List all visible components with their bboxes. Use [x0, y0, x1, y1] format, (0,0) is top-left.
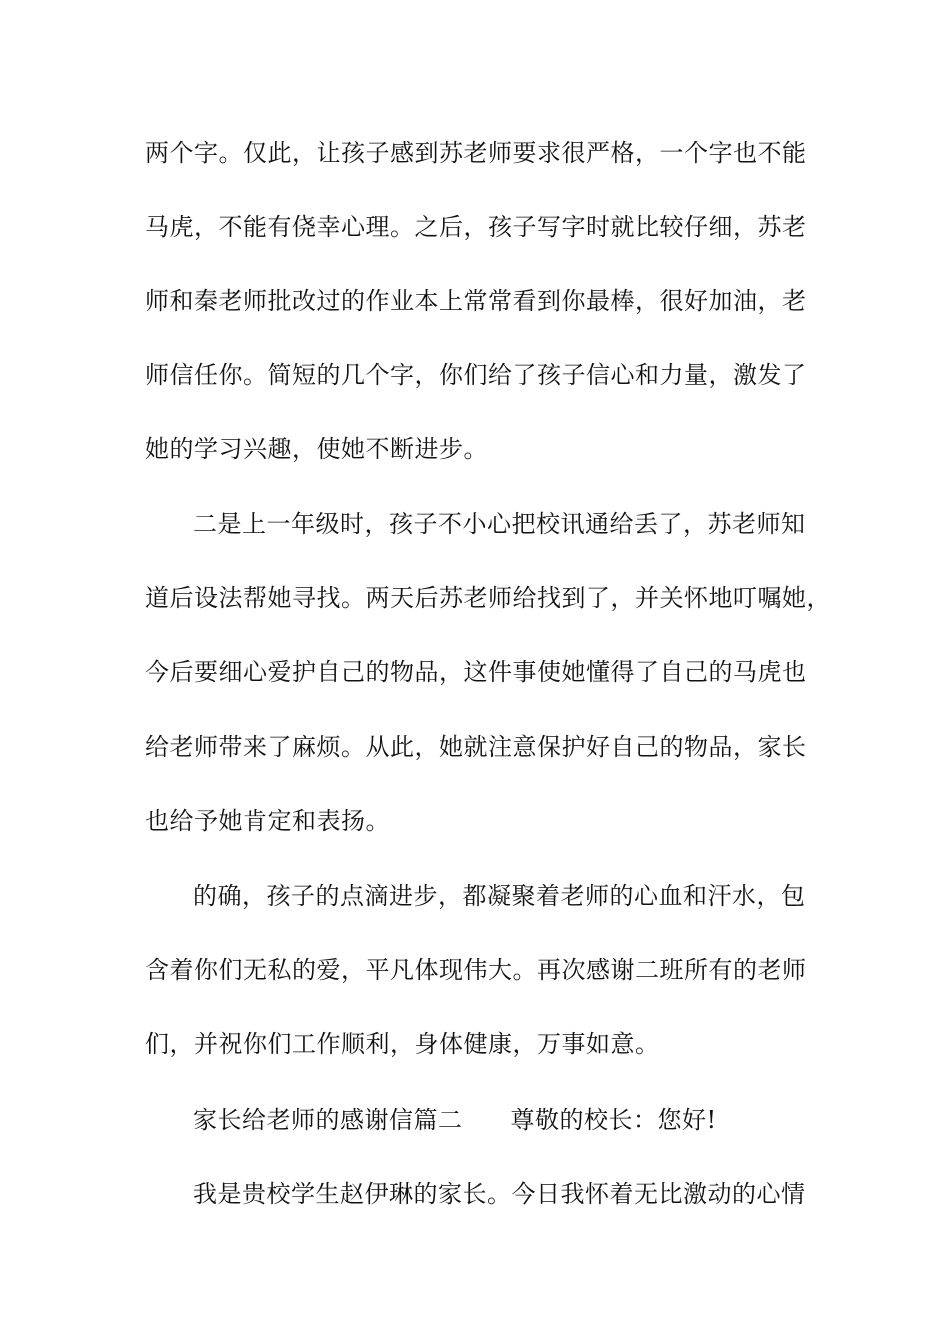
text-line: 含着你们无私的爱，平凡体现伟大。再次感谢二班所有的老师 — [145, 956, 807, 984]
text-line: 给老师带来了麻烦。从此，她就注意保护好自己的物品，家长 — [145, 733, 807, 761]
paragraph-start-line: 的确，孩子的点滴进步，都凝聚着老师的心血和汗水，包 — [193, 882, 806, 910]
salutation: 尊敬的校长：您好! — [510, 1106, 717, 1134]
text-line: 师信任你。简短的几个字，你们给了孩子信心和力量，激发了 — [145, 361, 807, 389]
text-line: 两个字。仅此，让孩子感到苏老师要求很严格，一个字也不能 — [145, 139, 807, 167]
text-line: 们，并祝你们工作顺利，身体健康，万事如意。 — [145, 1030, 660, 1058]
paragraph-start-line: 二是上一年级时，孩子不小心把校讯通给丢了，苏老师知 — [193, 510, 806, 538]
paragraph-start-line: 我是贵校学生赵伊琳的家长。今日我怀着无比激动的心情 — [193, 1180, 806, 1208]
text-line: 也给予她肯定和表扬。 — [145, 807, 390, 835]
section-heading-line — [193, 1104, 873, 1136]
text-line: 道后设法帮她寻找。两天后苏老师给找到了，并关怀地叮嘱她， — [145, 584, 831, 612]
text-line: 她的学习兴趣，使她不断进步。 — [145, 435, 488, 463]
text-line: 马虎，不能有侥幸心理。之后，孩子写字时就比较仔细，苏老 — [145, 213, 807, 241]
text-line: 师和秦老师批改过的作业本上常常看到你最棒，很好加油，老 — [145, 287, 807, 315]
section-title: 家长给老师的感谢信篇二 — [193, 1106, 463, 1134]
text-line: 今后要细心爱护自己的物品，这件事使她懂得了自己的马虎也 — [145, 658, 807, 686]
